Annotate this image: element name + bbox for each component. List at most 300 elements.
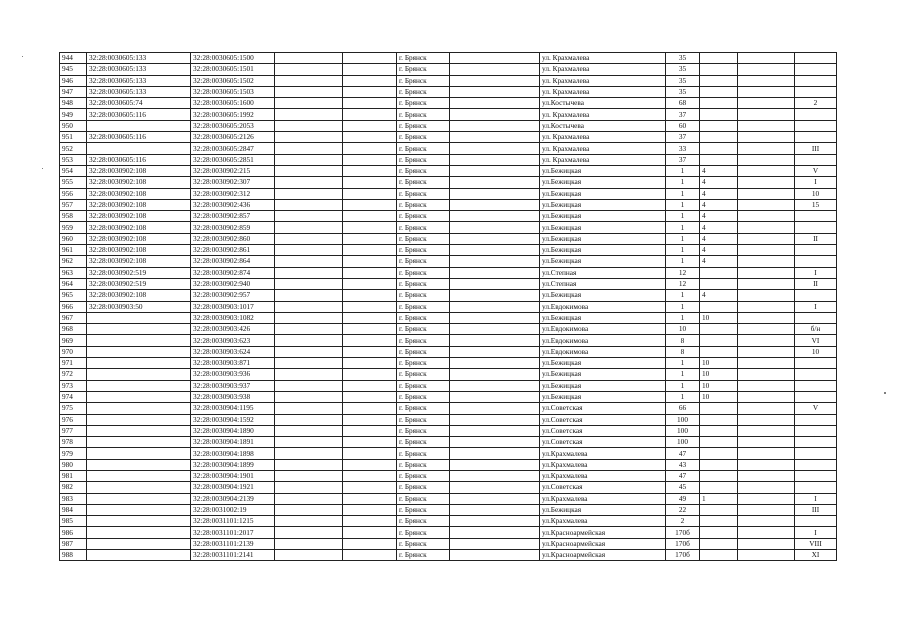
- cell-blank-a: [275, 222, 343, 233]
- cell-building: [700, 414, 738, 425]
- cell-blank-b: [343, 256, 397, 267]
- table-row: [60, 154, 837, 165]
- cell-blank-a: [275, 414, 343, 425]
- cell-blank-d: [738, 109, 795, 120]
- cell-blank-b: [343, 109, 397, 120]
- cell-row-number: 981: [60, 470, 87, 481]
- cell-city: г. Брянск: [397, 154, 450, 165]
- cell-street: ул. Крахмалева: [540, 53, 666, 64]
- cell-room: V: [795, 403, 837, 414]
- cell-blank-c: [450, 335, 540, 346]
- cell-house: 1: [666, 369, 700, 380]
- cell-blank-a: [275, 346, 343, 357]
- cell-house: 22: [666, 504, 700, 515]
- cell-room: [795, 448, 837, 459]
- cell-city: г. Брянск: [397, 369, 450, 380]
- cell-house: 1: [666, 177, 700, 188]
- cell-blank-d: [738, 459, 795, 470]
- cell-row-number: 952: [60, 143, 87, 154]
- cell-parcel-number: [87, 504, 191, 515]
- cell-object-number: 32:28:0030904:1195: [191, 403, 275, 414]
- cell-blank-c: [450, 188, 540, 199]
- cell-blank-b: [343, 233, 397, 244]
- cell-blank-b: [343, 267, 397, 278]
- cell-parcel-number: [87, 369, 191, 380]
- cell-room: VI: [795, 335, 837, 346]
- cell-building: [700, 425, 738, 436]
- cell-building: [700, 109, 738, 120]
- cell-blank-d: [738, 516, 795, 527]
- cell-blank-d: [738, 256, 795, 267]
- cell-room: [795, 358, 837, 369]
- cell-city: г. Брянск: [397, 493, 450, 504]
- cell-house: 37: [666, 132, 700, 143]
- cell-blank-b: [343, 132, 397, 143]
- cell-row-number: 945: [60, 64, 87, 75]
- cell-parcel-number: 32:28:0030902:108: [87, 222, 191, 233]
- cell-object-number: 32:28:0030605:2851: [191, 154, 275, 165]
- cell-blank-c: [450, 425, 540, 436]
- cell-object-number: 32:28:0030902:859: [191, 222, 275, 233]
- cell-blank-b: [343, 470, 397, 481]
- table-body: [60, 53, 837, 561]
- cell-building: 4: [700, 256, 738, 267]
- cell-blank-b: [343, 425, 397, 436]
- cell-house: 47: [666, 470, 700, 481]
- cell-blank-d: [738, 188, 795, 199]
- cell-room: [795, 437, 837, 448]
- cell-house: 1: [666, 188, 700, 199]
- cell-room: [795, 120, 837, 131]
- cell-building: [700, 154, 738, 165]
- cell-building: [700, 75, 738, 86]
- table-row: [60, 222, 837, 233]
- cell-blank-d: [738, 245, 795, 256]
- cell-house: 33: [666, 143, 700, 154]
- cell-row-number: 985: [60, 516, 87, 527]
- cell-blank-c: [450, 256, 540, 267]
- cell-blank-d: [738, 143, 795, 154]
- cell-row-number: 987: [60, 538, 87, 549]
- cell-room: II: [795, 233, 837, 244]
- cell-parcel-number: 32:28:0030902:108: [87, 177, 191, 188]
- table-row: [60, 335, 837, 346]
- table-row: [60, 245, 837, 256]
- cell-room: б/н: [795, 324, 837, 335]
- table-row: [60, 256, 837, 267]
- cell-blank-b: [343, 358, 397, 369]
- cell-house: 43: [666, 459, 700, 470]
- cell-blank-a: [275, 143, 343, 154]
- cell-object-number: 32:28:0030903:623: [191, 335, 275, 346]
- cell-parcel-number: [87, 391, 191, 402]
- cell-room: 15: [795, 199, 837, 210]
- cell-object-number: 32:28:0031101:2017: [191, 527, 275, 538]
- table-row: [60, 380, 837, 391]
- cell-room: [795, 245, 837, 256]
- cell-object-number: 32:28:0030902:857: [191, 211, 275, 222]
- cell-room: [795, 516, 837, 527]
- cell-parcel-number: 32:28:0030902:108: [87, 211, 191, 222]
- cell-house: 100: [666, 414, 700, 425]
- cell-parcel-number: [87, 538, 191, 549]
- cell-blank-d: [738, 301, 795, 312]
- cell-blank-a: [275, 437, 343, 448]
- cell-house: 47: [666, 448, 700, 459]
- table-row: [60, 86, 837, 97]
- cell-object-number: 32:28:0031002:19: [191, 504, 275, 515]
- cell-blank-d: [738, 482, 795, 493]
- cell-row-number: 977: [60, 425, 87, 436]
- cell-row-number: 967: [60, 312, 87, 323]
- cell-blank-d: [738, 132, 795, 143]
- cell-object-number: 32:28:0030903:624: [191, 346, 275, 357]
- cell-blank-b: [343, 64, 397, 75]
- cell-city: г. Брянск: [397, 482, 450, 493]
- cell-house: 68: [666, 98, 700, 109]
- table-row: [60, 53, 837, 64]
- cell-blank-d: [738, 538, 795, 549]
- cell-row-number: 955: [60, 177, 87, 188]
- cell-blank-c: [450, 391, 540, 402]
- cell-blank-b: [343, 346, 397, 357]
- cell-blank-c: [450, 290, 540, 301]
- cell-blank-d: [738, 369, 795, 380]
- scan-speck: [884, 392, 886, 394]
- cell-street: ул.Бежицкая: [540, 369, 666, 380]
- cell-blank-b: [343, 143, 397, 154]
- cell-blank-a: [275, 211, 343, 222]
- cell-blank-a: [275, 301, 343, 312]
- cell-parcel-number: 32:28:0030605:133: [87, 64, 191, 75]
- cell-object-number: 32:28:0030605:1992: [191, 109, 275, 120]
- cell-city: г. Брянск: [397, 233, 450, 244]
- cell-row-number: 944: [60, 53, 87, 64]
- cell-blank-d: [738, 335, 795, 346]
- cell-blank-a: [275, 109, 343, 120]
- table-row: [60, 143, 837, 154]
- cell-object-number: 32:28:0030902:874: [191, 267, 275, 278]
- cell-room: [795, 312, 837, 323]
- cell-street: ул.Бежицкая: [540, 199, 666, 210]
- cell-street: ул.Костычева: [540, 98, 666, 109]
- cell-row-number: 957: [60, 199, 87, 210]
- cell-building: [700, 120, 738, 131]
- cell-blank-a: [275, 278, 343, 289]
- cell-blank-b: [343, 550, 397, 561]
- cell-object-number: 32:28:0030605:1502: [191, 75, 275, 86]
- cell-street: ул. Крахмалева: [540, 132, 666, 143]
- table-row: [60, 414, 837, 425]
- cell-row-number: 974: [60, 391, 87, 402]
- table-row: [60, 109, 837, 120]
- cell-blank-b: [343, 448, 397, 459]
- cell-street: ул.Бежицкая: [540, 188, 666, 199]
- cell-blank-a: [275, 75, 343, 86]
- cell-object-number: 32:28:0030904:2139: [191, 493, 275, 504]
- cell-blank-d: [738, 278, 795, 289]
- table-row: [60, 132, 837, 143]
- cell-row-number: 948: [60, 98, 87, 109]
- table-row: [60, 278, 837, 289]
- cell-object-number: 32:28:0030903:1017: [191, 301, 275, 312]
- cell-object-number: 32:28:0030605:1503: [191, 86, 275, 97]
- cell-blank-d: [738, 222, 795, 233]
- cell-blank-a: [275, 53, 343, 64]
- cell-city: г. Брянск: [397, 75, 450, 86]
- table-row: [60, 290, 837, 301]
- cell-street: ул.Евдокимова: [540, 335, 666, 346]
- cell-blank-b: [343, 222, 397, 233]
- cell-object-number: 32:28:0030904:1899: [191, 459, 275, 470]
- cell-row-number: 950: [60, 120, 87, 131]
- cell-street: ул.Евдокимова: [540, 346, 666, 357]
- cell-street: ул.Крахмалева: [540, 516, 666, 527]
- cell-house: 100: [666, 437, 700, 448]
- cell-parcel-number: 32:28:0030902:108: [87, 199, 191, 210]
- cell-room: 10: [795, 346, 837, 357]
- cell-blank-c: [450, 358, 540, 369]
- table-row: [60, 459, 837, 470]
- cell-blank-d: [738, 75, 795, 86]
- cell-blank-a: [275, 448, 343, 459]
- cell-blank-b: [343, 154, 397, 165]
- cell-building: [700, 86, 738, 97]
- cell-blank-b: [343, 301, 397, 312]
- cell-street: ул.Бежицкая: [540, 312, 666, 323]
- cell-blank-c: [450, 211, 540, 222]
- table-row: [60, 98, 837, 109]
- cell-parcel-number: 32:28:0030903:50: [87, 301, 191, 312]
- cell-row-number: 946: [60, 75, 87, 86]
- cell-blank-a: [275, 482, 343, 493]
- cell-blank-b: [343, 120, 397, 131]
- cell-city: г. Брянск: [397, 256, 450, 267]
- cell-parcel-number: [87, 448, 191, 459]
- cell-room: [795, 470, 837, 481]
- cell-parcel-number: [87, 346, 191, 357]
- cell-row-number: 968: [60, 324, 87, 335]
- cell-street: ул. Крахмалева: [540, 75, 666, 86]
- cell-object-number: 32:28:0030903:871: [191, 358, 275, 369]
- cell-row-number: 986: [60, 527, 87, 538]
- cell-room: [795, 290, 837, 301]
- cell-object-number: 32:28:0030902:860: [191, 233, 275, 244]
- cell-city: г. Брянск: [397, 459, 450, 470]
- cell-city: г. Брянск: [397, 301, 450, 312]
- cell-city: г. Брянск: [397, 380, 450, 391]
- table-row: [60, 403, 837, 414]
- cell-house: 49: [666, 493, 700, 504]
- cell-house: 45: [666, 482, 700, 493]
- cell-blank-c: [450, 53, 540, 64]
- cell-blank-a: [275, 312, 343, 323]
- cell-house: 37: [666, 109, 700, 120]
- cell-house: 60: [666, 120, 700, 131]
- cell-blank-b: [343, 403, 397, 414]
- cell-street: ул.Красноармейская: [540, 527, 666, 538]
- cell-room: [795, 86, 837, 97]
- cell-row-number: 958: [60, 211, 87, 222]
- cell-blank-a: [275, 391, 343, 402]
- cell-city: г. Брянск: [397, 120, 450, 131]
- cell-room: [795, 425, 837, 436]
- cell-object-number: 32:28:0030902:957: [191, 290, 275, 301]
- cell-building: 10: [700, 380, 738, 391]
- cell-object-number: 32:28:0030902:312: [191, 188, 275, 199]
- cell-city: г. Брянск: [397, 86, 450, 97]
- cell-blank-d: [738, 448, 795, 459]
- cell-blank-d: [738, 550, 795, 561]
- cell-blank-a: [275, 120, 343, 131]
- cell-blank-a: [275, 267, 343, 278]
- cell-street: ул.Бежицкая: [540, 211, 666, 222]
- table-row: [60, 188, 837, 199]
- cell-blank-b: [343, 188, 397, 199]
- table-row: [60, 516, 837, 527]
- cell-object-number: 32:28:0030903:936: [191, 369, 275, 380]
- cell-blank-c: [450, 233, 540, 244]
- cell-house: 170б: [666, 550, 700, 561]
- cell-house: 1: [666, 358, 700, 369]
- table-row: [60, 199, 837, 210]
- cell-blank-c: [450, 493, 540, 504]
- table-row: [60, 267, 837, 278]
- cell-blank-c: [450, 346, 540, 357]
- cell-building: [700, 143, 738, 154]
- cell-building: [700, 403, 738, 414]
- cell-city: г. Брянск: [397, 267, 450, 278]
- cell-blank-b: [343, 312, 397, 323]
- cell-blank-c: [450, 538, 540, 549]
- table-row: [60, 369, 837, 380]
- cell-blank-c: [450, 154, 540, 165]
- cell-row-number: 954: [60, 165, 87, 176]
- cell-blank-a: [275, 527, 343, 538]
- cell-row-number: 984: [60, 504, 87, 515]
- cell-parcel-number: [87, 550, 191, 561]
- cell-blank-c: [450, 64, 540, 75]
- cell-blank-a: [275, 245, 343, 256]
- cell-building: 4: [700, 177, 738, 188]
- cell-city: г. Брянск: [397, 312, 450, 323]
- cell-city: г. Брянск: [397, 425, 450, 436]
- cell-room: [795, 132, 837, 143]
- cell-object-number: 32:28:0030904:1921: [191, 482, 275, 493]
- cell-blank-d: [738, 267, 795, 278]
- cell-object-number: 32:28:0030904:1901: [191, 470, 275, 481]
- cell-city: г. Брянск: [397, 290, 450, 301]
- cell-blank-a: [275, 403, 343, 414]
- cell-blank-c: [450, 177, 540, 188]
- cell-room: [795, 109, 837, 120]
- cell-building: [700, 324, 738, 335]
- cell-city: г. Брянск: [397, 177, 450, 188]
- cell-building: 4: [700, 222, 738, 233]
- cell-blank-c: [450, 199, 540, 210]
- cell-street: ул.Советская: [540, 414, 666, 425]
- cell-object-number: 32:28:0030903:938: [191, 391, 275, 402]
- cell-city: г. Брянск: [397, 538, 450, 549]
- cell-building: 10: [700, 391, 738, 402]
- cell-blank-d: [738, 312, 795, 323]
- cell-street: ул.Бежицкая: [540, 504, 666, 515]
- cell-house: 66: [666, 403, 700, 414]
- cell-blank-c: [450, 324, 540, 335]
- table-row: [60, 538, 837, 549]
- cell-object-number: 32:28:0030902:861: [191, 245, 275, 256]
- cell-building: [700, 516, 738, 527]
- cell-blank-b: [343, 369, 397, 380]
- cell-blank-d: [738, 86, 795, 97]
- cell-blank-d: [738, 470, 795, 481]
- cell-parcel-number: 32:28:0030902:108: [87, 290, 191, 301]
- cell-blank-a: [275, 470, 343, 481]
- cell-street: ул.Бежицкая: [540, 177, 666, 188]
- cell-blank-c: [450, 222, 540, 233]
- cell-blank-d: [738, 324, 795, 335]
- cell-blank-d: [738, 98, 795, 109]
- cell-room: I: [795, 527, 837, 538]
- cell-street: ул. Крахмалева: [540, 64, 666, 75]
- cell-city: г. Брянск: [397, 516, 450, 527]
- cell-street: ул.Бежицкая: [540, 233, 666, 244]
- cell-parcel-number: [87, 403, 191, 414]
- cell-house: 1: [666, 290, 700, 301]
- table-row: [60, 301, 837, 312]
- cell-row-number: 960: [60, 233, 87, 244]
- cell-row-number: 976: [60, 414, 87, 425]
- cell-building: [700, 504, 738, 515]
- cell-parcel-number: 32:28:0030902:108: [87, 233, 191, 244]
- cell-blank-c: [450, 267, 540, 278]
- cell-city: г. Брянск: [397, 109, 450, 120]
- cell-row-number: 978: [60, 437, 87, 448]
- cell-object-number: 32:28:0030605:1600: [191, 98, 275, 109]
- cell-row-number: 973: [60, 380, 87, 391]
- cell-room: [795, 222, 837, 233]
- cell-room: [795, 482, 837, 493]
- cell-blank-d: [738, 493, 795, 504]
- cell-row-number: 953: [60, 154, 87, 165]
- cell-room: [795, 414, 837, 425]
- cell-blank-c: [450, 86, 540, 97]
- cell-row-number: 969: [60, 335, 87, 346]
- cadastral-register-table: [59, 52, 837, 561]
- cell-room: III: [795, 504, 837, 515]
- cell-street: ул.Бежицкая: [540, 358, 666, 369]
- cell-room: VIII: [795, 538, 837, 549]
- cell-blank-a: [275, 256, 343, 267]
- table-row: [60, 346, 837, 357]
- cell-room: XI: [795, 550, 837, 561]
- cell-blank-b: [343, 324, 397, 335]
- cell-blank-c: [450, 414, 540, 425]
- cell-city: г. Брянск: [397, 132, 450, 143]
- cell-row-number: 963: [60, 267, 87, 278]
- cell-street: ул.Бежицкая: [540, 165, 666, 176]
- cell-blank-c: [450, 312, 540, 323]
- cell-city: г. Брянск: [397, 211, 450, 222]
- cell-parcel-number: [87, 358, 191, 369]
- cell-house: 1: [666, 222, 700, 233]
- cell-room: I: [795, 493, 837, 504]
- cell-city: г. Брянск: [397, 143, 450, 154]
- cell-room: III: [795, 143, 837, 154]
- table-row: [60, 482, 837, 493]
- cell-city: г. Брянск: [397, 222, 450, 233]
- cell-room: I: [795, 267, 837, 278]
